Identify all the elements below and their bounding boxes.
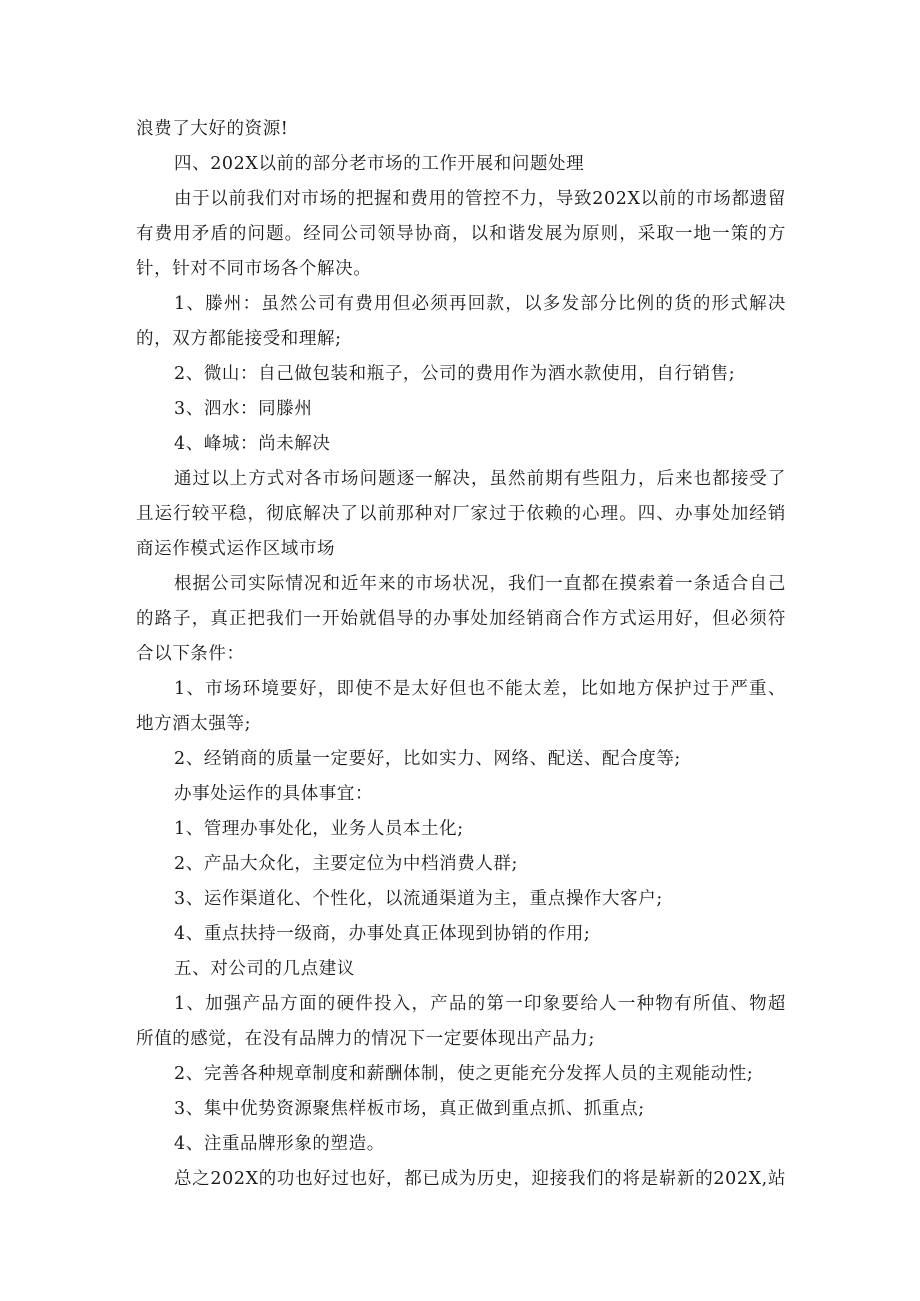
list-item: 3、集中优势资源聚焦样板市场，真正做到重点抓、抓重点;: [174, 1099, 645, 1119]
list-item: 2、完善各种规章制度和薪酬体制，使之更能充分发挥人员的主观能动性;: [174, 1064, 754, 1084]
paragraph-line: 总之202X的功也好过也好，都已成为历史，迎接我们的将是崭新的202X,站: [174, 1169, 786, 1189]
list-item: 4、峰城：尚未解决: [174, 434, 331, 454]
list-item: 1、管理办事处化，业务人员本土化;: [174, 819, 464, 839]
paragraph-line: 且运行较平稳，彻底解决了以前那种对厂家过于依赖的心理。四、办事处加经销: [136, 504, 786, 524]
document-body: [136, 112, 786, 1197]
list-item: 4、注重品牌形象的塑造。: [174, 1134, 385, 1154]
paragraph-line: 合以下条件：: [136, 644, 245, 664]
paragraph-line: 由于以前我们对市场的把握和费用的管控不力，导致202X以前的市场都遗留: [174, 189, 786, 209]
paragraph-line: 根据公司实际情况和近年来的市场状况，我们一直都在摸索着一条适合自己: [174, 574, 786, 594]
section-heading: 办事处运作的具体事宜：: [174, 784, 374, 804]
list-item: 4、重点扶持一级商，办事处真正体现到协销的作用;: [174, 924, 591, 944]
list-item: 3、泗水：同滕州: [174, 399, 313, 419]
list-item: 2、产品大众化，主要定位为中档消费人群;: [174, 854, 519, 874]
paragraph-line: 浪费了大好的资源!: [136, 119, 289, 139]
list-item-continuation: 地方酒太强等;: [136, 714, 252, 734]
section-heading: 五、对公司的几点建议: [174, 959, 355, 979]
list-item: 1、滕州：虽然公司有费用但必须再回款，以多发部分比例的货的形式解决: [174, 294, 786, 314]
list-item: 2、微山：自己做包装和瓶子，公司的费用作为酒水款使用，自行销售;: [174, 364, 736, 384]
section-heading: 四、202X以前的部分老市场的工作开展和问题处理: [174, 154, 585, 174]
list-item: 1、加强产品方面的硬件投入，产品的第一印象要给人一种物有所值、物超: [174, 994, 786, 1014]
list-item-continuation: 所值的感觉，在没有品牌力的情况下一定要体现出产品力;: [136, 1029, 595, 1049]
paragraph-line: 通过以上方式对各市场问题逐一解决，虽然前期有些阻力，后来也都接受了: [174, 469, 786, 489]
list-item: 1、市场环境要好，即使不是太好但也不能太差，比如地方保护过于严重、: [174, 679, 786, 699]
list-item-continuation: 的，双方都能接受和理解;: [136, 329, 342, 349]
paragraph-line: 有费用矛盾的问题。经同公司领导协商，以和谐发展为原则，采取一地一策的方: [136, 224, 786, 244]
list-item: 3、运作渠道化、个性化，以流通渠道为主，重点操作大客户;: [174, 889, 663, 909]
paragraph-line: 的路子，真正把我们一开始就倡导的办事处加经销商合作方式运用好，但必须符: [136, 609, 786, 629]
paragraph-line: 针，针对不同市场各个解决。: [136, 259, 372, 279]
list-item: 2、经销商的质量一定要好，比如实力、网络、配送、配合度等;: [174, 749, 681, 769]
paragraph-line: 商运作模式运作区域市场: [136, 539, 336, 559]
